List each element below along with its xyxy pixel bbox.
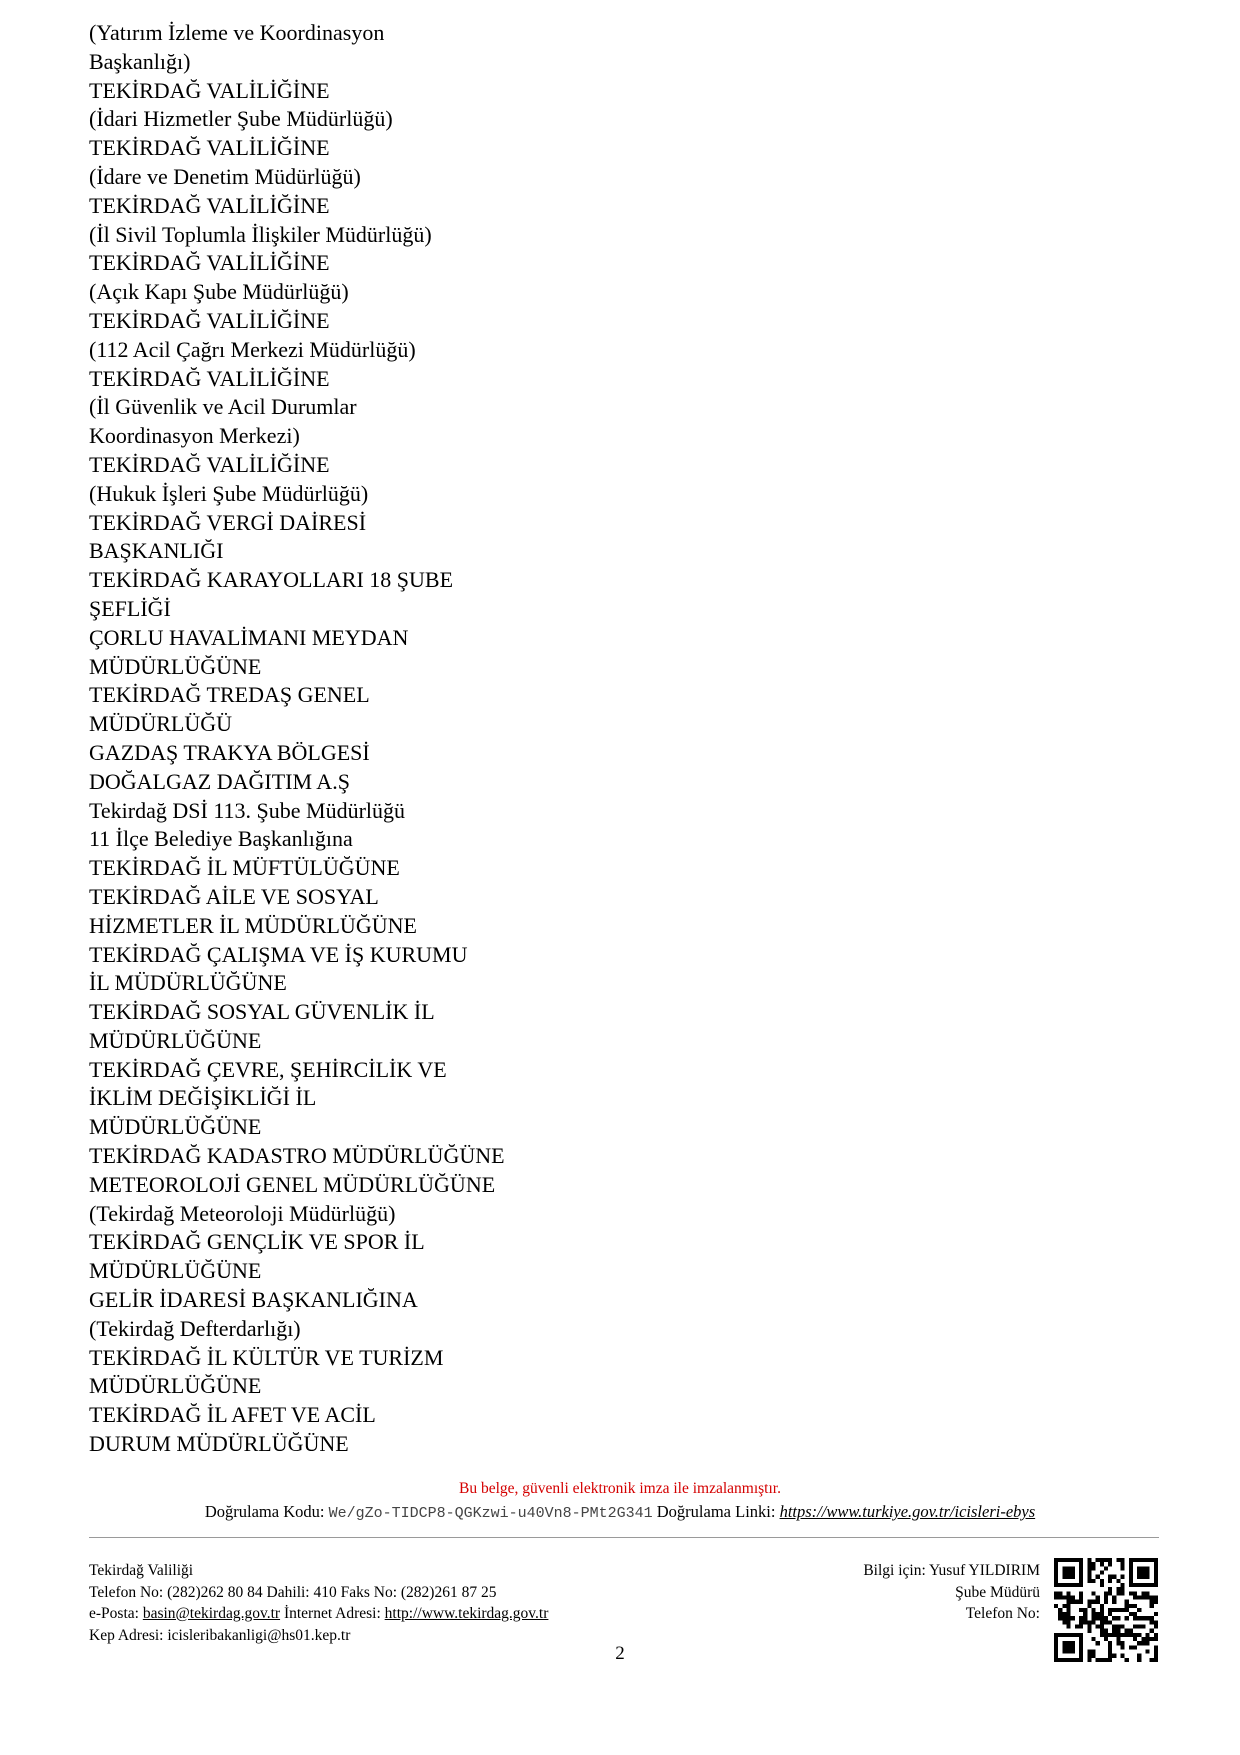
verification-code-label: Doğrulama Kodu: [204,1502,325,1521]
verification-link[interactable]: https://www.turkiye.gov.tr/icisleri-ebys [779,1502,1036,1521]
footer-org: Tekirdağ Valiliği [89,1562,194,1579]
recipient-line: TEKİRDAĞ VALİLİĞİNE [89,307,330,333]
footer-email-web [89,1603,548,1625]
recipient-line: (İl Sivil Toplumla İlişkiler Müdürlüğü) [89,221,432,247]
recipient-line: TEKİRDAĞ İL KÜLTÜR VE TURİZM [89,1344,444,1370]
web-label: İnternet Adresi: [283,1605,381,1622]
recipient-line: 11 İlçe Belediye Başkanlığına [89,826,353,852]
web-link[interactable]: http://www.tekirdag.gov.tr [384,1605,549,1622]
recipient-line: (İl Güvenlik ve Acil Durumlar [89,394,357,420]
recipient-line: Tekirdağ DSİ 113. Şube Müdürlüğü [89,797,406,823]
recipient-line: TEKİRDAĞ SOSYAL GÜVENLİK İL [89,999,435,1025]
recipient-line: TEKİRDAĞ TREDAŞ GENEL [89,682,370,708]
recipient-line: Başkanlığı) [89,48,191,74]
recipient-line: METEOROLOJİ GENEL MÜDÜRLÜĞÜNE [89,1171,496,1197]
recipient-line: ÇORLU HAVALİMANI MEYDAN [89,624,409,650]
info-title: Şube Müdürü [955,1583,1040,1601]
recipient-line: TEKİRDAĞ VALİLİĞİNE [89,192,330,218]
recipient-line: MÜDÜRLÜĞÜNE [89,653,262,679]
recipient-line: GAZDAŞ TRAKYA BÖLGESİ [89,739,370,765]
verification-code: We/gZo-TIDCP8-QGKzwi-u40Vn8-PMt2G341 [328,1505,653,1522]
recipient-line: TEKİRDAĞ VALİLİĞİNE [89,451,330,477]
verification-line [0,1502,1240,1522]
recipient-line: TEKİRDAĞ KADASTRO MÜDÜRLÜĞÜNE [89,1143,505,1169]
recipient-line: TEKİRDAĞ VERGİ DAİRESİ [89,509,367,535]
recipient-line: TEKİRDAĞ İL MÜFTÜLÜĞÜNE [89,855,400,881]
recipient-line: TEKİRDAĞ İL AFET VE ACİL [89,1402,376,1428]
footer-phone: Telefon No: (282)262 80 84 Dahili: 410 Faks No: (282)261 87 25 [89,1583,497,1601]
recipient-line: MÜDÜRLÜĞÜNE [89,1258,262,1284]
email-label: e-Posta: [89,1605,139,1622]
recipient-line: (Hukuk İşleri Şube Müdürlüğü) [89,480,369,506]
recipient-line: İKLİM DEĞİŞİKLİĞİ İL [89,1085,317,1111]
recipient-line: (Tekirdağ Meteoroloji Müdürlüğü) [89,1200,396,1226]
footer-divider [89,1537,1159,1538]
recipient-line: TEKİRDAĞ ÇALIŞMA VE İŞ KURUMU [89,941,468,967]
recipient-line: TEKİRDAĞ VALİLİĞİNE [89,250,330,276]
recipient-line: MÜDÜRLÜĞÜNE [89,1373,262,1399]
recipient-line: İL MÜDÜRLÜĞÜNE [89,970,287,996]
recipient-line: (112 Acil Çağrı Merkezi Müdürlüğü) [89,336,416,362]
recipient-line: GELİR İDARESİ BAŞKANLIĞINA [89,1287,418,1313]
recipient-line: MÜDÜRLÜĞÜ [89,711,232,737]
info-phone: Telefon No: [965,1605,1040,1622]
recipient-line: TEKİRDAĞ AİLE VE SOSYAL [89,883,379,909]
footer-contact [89,1560,548,1646]
recipient-line: TEKİRDAĞ ÇEVRE, ŞEHİRCİLİK VE [89,1056,447,1082]
recipient-line: HİZMETLER İL MÜDÜRLÜĞÜNE [89,912,417,938]
recipient-line: (Yatırım İzleme ve Koordinasyon [89,20,385,45]
recipient-line: TEKİRDAĞ VALİLİĞİNE [89,77,330,103]
recipient-line: TEKİRDAĞ KARAYOLLARI 18 ŞUBE [89,567,454,593]
recipient-line: Koordinasyon Merkezi) [89,423,300,449]
footer-kep: Kep Adresi: icisleribakanligi@hs01.kep.tr [89,1626,351,1644]
email-link[interactable]: basin@tekirdag.gov.tr [142,1605,281,1622]
footer-info [863,1560,1040,1625]
recipient-line: (İdare ve Denetim Müdürlüğü) [89,163,361,189]
recipient-line: TEKİRDAĞ VALİLİĞİNE [89,135,330,161]
recipient-list [89,19,505,1459]
recipient-line: (İdari Hizmetler Şube Müdürlüğü) [89,106,393,132]
recipient-line: DURUM MÜDÜRLÜĞÜNE [89,1431,349,1457]
recipient-line: TEKİRDAĞ VALİLİĞİNE [89,365,330,391]
recipient-line: TEKİRDAĞ GENÇLİK VE SPOR İL [89,1229,425,1255]
recipient-line: MÜDÜRLÜĞÜNE [89,1114,262,1140]
info-contact: Bilgi için: Yusuf YILDIRIM [863,1562,1040,1579]
e-signature-notice: Bu belge, güvenli elektronik imza ile imzalanmıştır. [459,1480,781,1497]
recipient-line: ŞEFLİĞİ [89,595,171,621]
page-number: 2 [615,1643,625,1664]
recipient-line: DOĞALGAZ DAĞITIM A.Ş [89,768,350,794]
recipient-line: BAŞKANLIĞI [89,538,224,564]
recipient-line: MÜDÜRLÜĞÜNE [89,1027,262,1053]
verification-link-label: Doğrulama Linki: [656,1502,776,1521]
recipient-line: (Tekirdağ Defterdarlığı) [89,1315,301,1341]
recipient-line: (Açık Kapı Şube Müdürlüğü) [89,279,349,305]
